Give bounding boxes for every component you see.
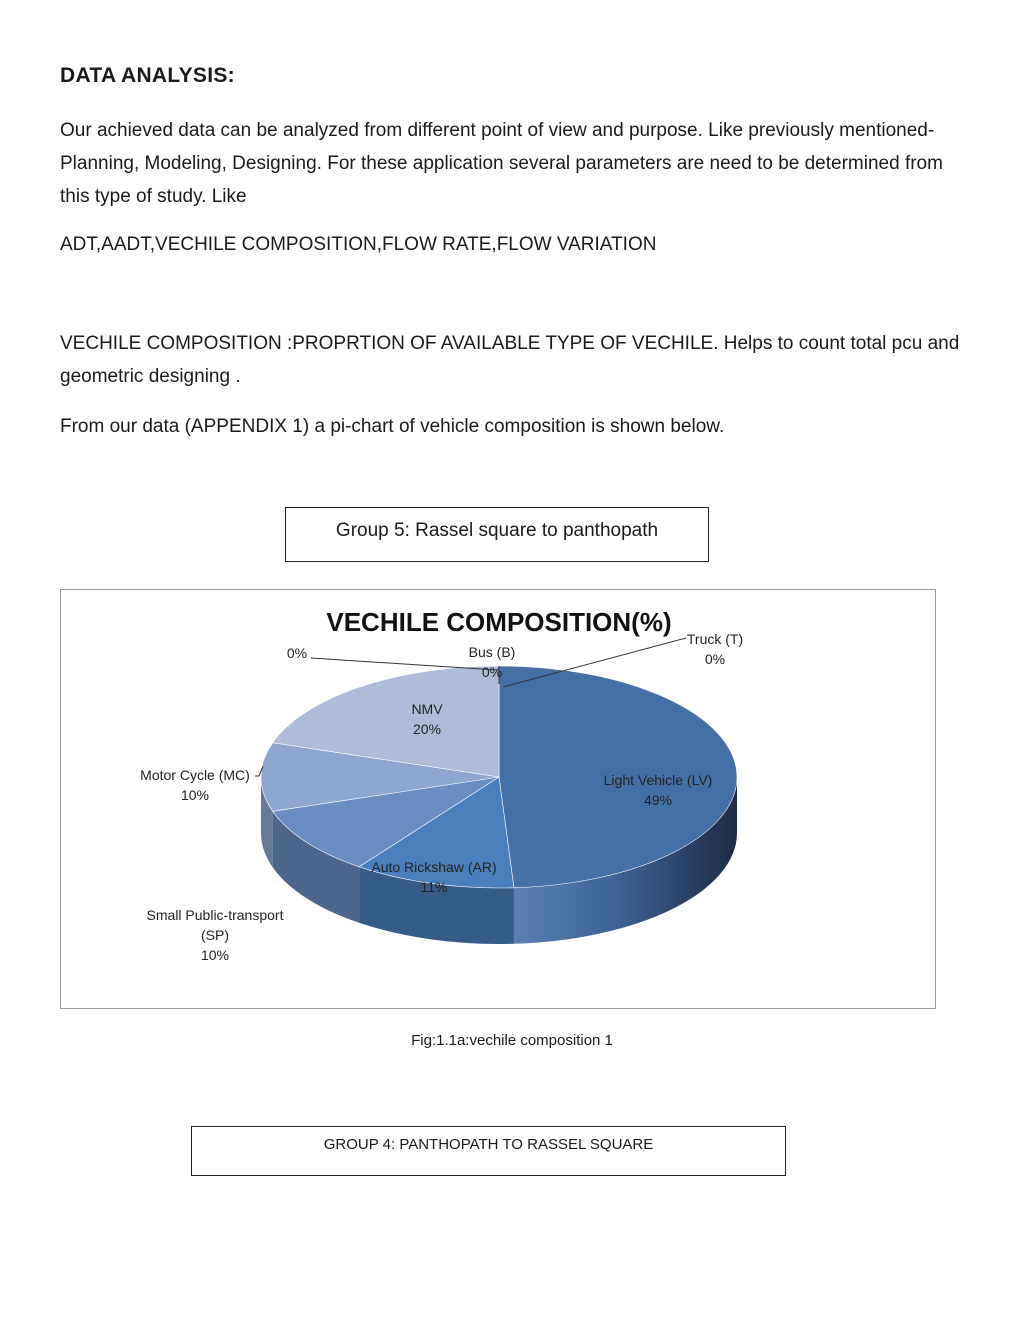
slice-value-label: 0%: [286, 645, 308, 661]
pie-chart: [61, 590, 937, 1010]
intro-paragraph: Our achieved data can be analyzed from different point of view and purpose. Like previously mentioned-Planning, Modeling, Designing. For these application several parameters are need to be determined from this type of study. Like: [60, 120, 943, 207]
parameters-list: ADT,AADT,VECHILE COMPOSITION,FLOW RATE,FLOW VARIATION: [60, 234, 657, 255]
slice-name-label: NMV: [411, 701, 443, 717]
slice-name-label: Auto Rickshaw (AR): [371, 859, 497, 875]
slice-value-label: 0%: [704, 651, 726, 667]
slice-name-label: (SP): [201, 927, 229, 943]
slice-name-label: Small Public-transport: [146, 907, 284, 923]
slice-value-label: 49%: [643, 792, 673, 808]
section-heading: DATA ANALYSIS:: [60, 64, 235, 87]
figure-caption: Fig:1.1a:vechile composition 1: [411, 1032, 613, 1049]
group4-label-box: GROUP 4: PANTHOPATH TO RASSEL SQUARE: [191, 1126, 786, 1176]
composition-definition: VECHILE COMPOSITION :PROPRTION OF AVAILABLE TYPE OF VECHILE. Helps to count total pcu and geometric designing .: [60, 333, 960, 387]
slice-value-label: 20%: [412, 721, 442, 737]
slice-value-label: 0%: [481, 664, 503, 680]
slice-name-label: Bus (B): [468, 644, 516, 660]
pie-chart-frame: [60, 589, 936, 1009]
group5-label-box: Group 5: Rassel square to panthopath: [285, 507, 709, 562]
chart-intro: From our data (APPENDIX 1) a pi-chart of vehicle composition is shown below.: [60, 416, 725, 437]
slice-name-label: Truck (T): [686, 631, 744, 647]
slice-name-label: Light Vehicle (LV): [603, 772, 713, 788]
slice-value-label: 10%: [180, 787, 210, 803]
slice-name-label: Motor Cycle (MC): [140, 767, 250, 783]
chart-title: VECHILE COMPOSITION(%): [326, 607, 672, 637]
slice-value-label: 10%: [200, 947, 230, 963]
slice-value-label: 11%: [420, 879, 448, 895]
